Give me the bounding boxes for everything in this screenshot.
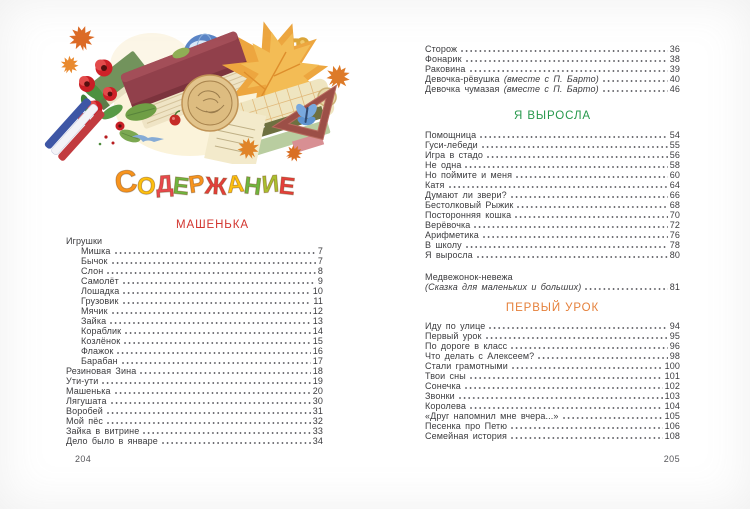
- toc-entry-page: 55: [669, 140, 680, 150]
- toc-entry: [66, 296, 323, 306]
- toc-entry-title: Лягушата: [66, 396, 107, 406]
- toc-entry: [425, 220, 680, 230]
- toc-entry: [66, 336, 323, 346]
- toc-entry: [425, 381, 680, 391]
- dot-leader: [117, 352, 310, 354]
- toc-entry-page: 66: [669, 190, 680, 200]
- toc-entry-title: Стали грамотными: [425, 361, 508, 371]
- section-header-mashenka: МАШЕНЬКА: [176, 219, 249, 231]
- toc-entry: [425, 170, 680, 180]
- toc-entry-title: Иду по улице: [425, 321, 486, 331]
- dot-leader: [603, 80, 668, 82]
- toc-entry-page: 76: [669, 230, 680, 240]
- toc-entry-title: Кораблик: [81, 326, 122, 336]
- dot-leader: [563, 417, 663, 419]
- title-letter: Д: [155, 170, 175, 199]
- dot-leader: [465, 387, 663, 389]
- toc-entry: [425, 130, 680, 140]
- toc-entry-title: «Друг напомнил мне вчера...»: [425, 411, 559, 421]
- toc-entry-page: 8: [317, 266, 323, 276]
- toc-entry: [66, 316, 323, 326]
- toc-entry-title: Девочка-рёвушка: [425, 74, 500, 84]
- toc-entry-page: 96: [669, 341, 680, 351]
- toc-entry: [66, 396, 323, 406]
- toc-entry: [425, 361, 680, 371]
- toc-entry: [66, 326, 323, 336]
- toc-entry-page: 30: [312, 396, 323, 406]
- toc-entry-page: 64: [669, 180, 680, 190]
- dot-leader: [487, 156, 668, 158]
- dot-leader: [511, 437, 663, 439]
- dot-leader: [470, 407, 663, 409]
- dot-leader: [465, 166, 667, 168]
- toc-entry-page: 72: [669, 220, 680, 230]
- dot-leader: [107, 422, 311, 424]
- toc-entry-page: 9: [317, 276, 323, 286]
- toc-entry-title: Верёвочка: [425, 220, 471, 230]
- toc-entry: [425, 240, 680, 250]
- toc-entry: [425, 160, 680, 170]
- toc-entry-page: 104: [664, 401, 680, 411]
- toc-entry: [66, 306, 323, 316]
- title-letter: И: [260, 170, 280, 199]
- toc-entry-page: 7: [317, 246, 323, 256]
- dot-leader: [470, 70, 668, 72]
- title-letter: Е: [171, 172, 191, 201]
- toc-entry-title: Бычок: [81, 256, 108, 266]
- dot-leader: [461, 50, 668, 52]
- toc-entry-title: Самолёт: [81, 276, 119, 286]
- dot-leader: [511, 427, 662, 429]
- dot-leader: [515, 216, 667, 218]
- dot-leader: [466, 246, 668, 248]
- dot-leader: [482, 146, 668, 148]
- toc-entry-title: Я выросла: [425, 250, 473, 260]
- toc-entry-title: Козлёнок: [81, 336, 121, 346]
- toc-entry-page: 17: [312, 356, 323, 366]
- toc-entry: [66, 426, 323, 436]
- toc-group: [425, 130, 680, 260]
- toc-entry: [66, 386, 323, 396]
- toc-entry: [425, 391, 680, 401]
- dot-leader: [112, 312, 311, 314]
- toc-entry-title: Королева: [425, 401, 466, 411]
- toc-entry-page: 60: [669, 170, 680, 180]
- toc-entry-page: 39: [669, 64, 680, 74]
- toc-group: [425, 272, 680, 292]
- toc-entry-title: Семейная история: [425, 431, 508, 441]
- dot-leader: [115, 392, 311, 394]
- dot-leader: [538, 357, 667, 359]
- dot-leader: [585, 288, 667, 290]
- toc-entry-title: Помощница: [425, 130, 477, 140]
- toc-right: [425, 0, 680, 509]
- dot-leader: [110, 322, 311, 324]
- toc-entry-page: 7: [317, 256, 323, 266]
- toc-entry-title: Первый урок: [425, 331, 482, 341]
- dot-leader: [124, 342, 310, 344]
- dot-leader: [483, 236, 668, 238]
- dot-leader: [511, 347, 667, 349]
- dot-leader: [603, 90, 668, 92]
- small-maple-leaf-icon: [66, 23, 98, 54]
- toc-entry-title: Сонечка: [425, 381, 461, 391]
- toc-entry-title: Гуси-лебеди: [425, 140, 478, 150]
- medal-icon: [182, 75, 238, 131]
- toc-left: [66, 236, 323, 446]
- toc-entry-title: Не одна: [425, 160, 462, 170]
- toc-group: [425, 44, 680, 94]
- toc-entry-title: Резиновая Зина: [66, 366, 137, 376]
- toc-entry: [425, 321, 680, 331]
- toc-entry: [425, 371, 680, 381]
- toc-entry-title: Посторонняя кошка: [425, 210, 512, 220]
- dot-leader: [489, 327, 667, 329]
- toc-entry-title: Лошадка: [81, 286, 120, 296]
- toc-entry-title: Медвежонок-невежа: [425, 272, 513, 282]
- dot-leader: [480, 136, 667, 138]
- toc-entry: [425, 431, 680, 441]
- toc-entry: [425, 200, 680, 210]
- toc-entry: [425, 54, 680, 64]
- toc-entry: [425, 230, 680, 240]
- toc-entry-page: 12: [312, 306, 323, 316]
- toc-entry-page: 36: [669, 44, 680, 54]
- toc-entry-page: 33: [312, 426, 323, 436]
- dot-leader: [477, 256, 668, 258]
- ribbon-icon: [44, 97, 106, 162]
- toc-entry-page: 16: [312, 346, 323, 356]
- dot-leader: [107, 272, 316, 274]
- toc-entry-page: 20: [312, 386, 323, 396]
- toc-entry: [425, 190, 680, 200]
- toc-entry-title: Раковина: [425, 64, 466, 74]
- toc-entry: [66, 236, 323, 246]
- dot-leader: [466, 60, 668, 62]
- toc-entry-page: 40: [669, 74, 680, 84]
- toc-entry-page: 68: [669, 200, 680, 210]
- toc-entry-title: Игра в стадо: [425, 150, 483, 160]
- toc-entry: [425, 210, 680, 220]
- dot-leader: [486, 337, 668, 339]
- toc-entry-page: 13: [312, 316, 323, 326]
- toc-entry-page: 56: [669, 150, 680, 160]
- dot-leader: [123, 302, 312, 304]
- left-folio: 204: [75, 454, 92, 464]
- toc-entry: [425, 250, 680, 260]
- toc-entry-title: Арифметика: [425, 230, 479, 240]
- toc-entry: [66, 266, 323, 276]
- toc-entry-title: Что делать с Алексеем?: [425, 351, 535, 361]
- toc-entry: [66, 276, 323, 286]
- toc-entry-title: Бестолковый Рыжик: [425, 200, 514, 210]
- section-header: ПЕРВЫЙ УРОК: [505, 302, 600, 314]
- toc-entry-title: Слон: [81, 266, 104, 276]
- toc-entry-title: Барабан: [81, 356, 118, 366]
- toc-entry: [425, 401, 680, 411]
- toc-group: [425, 321, 680, 441]
- toc-entry-page: 11: [313, 296, 323, 306]
- toc-entry: [425, 351, 680, 361]
- books-and-leaves-artwork: [40, 16, 350, 164]
- dot-leader: [112, 262, 316, 264]
- toc-entry-title: Но поймите и меня: [425, 170, 513, 180]
- dot-leader: [162, 442, 311, 444]
- dot-leader: [115, 252, 316, 254]
- small-maple-leaf-icon: [57, 53, 82, 78]
- toc-entry-title: Песенка про Петю: [425, 421, 508, 431]
- toc-entry: [425, 140, 680, 150]
- title-letter: С: [112, 162, 140, 201]
- toc-entry-title: Твои сны: [425, 371, 466, 381]
- toc-entry-page: 101: [664, 371, 680, 381]
- toc-entry-page: 102: [664, 381, 680, 391]
- toc-entry: [66, 346, 323, 356]
- title-letter: А: [225, 170, 246, 199]
- toc-entry: [66, 436, 323, 446]
- dot-leader: [125, 332, 311, 334]
- title-letter: Е: [277, 172, 297, 201]
- toc-entry-page: 54: [669, 130, 680, 140]
- toc-entry: [425, 282, 680, 292]
- toc-entry-page: 95: [669, 331, 680, 341]
- toc-entry: [66, 416, 323, 426]
- toc-entry-title: Девочка чумазая: [425, 84, 500, 94]
- toc-entry-page: 38: [669, 54, 680, 64]
- dot-leader: [449, 186, 668, 188]
- toc-entry-title: Думают ли звери?: [425, 190, 507, 200]
- toc-entry-title: Мячик: [81, 306, 108, 316]
- toc-entry-title: Звонки: [425, 391, 455, 401]
- toc-entry-title: Мой пёс: [66, 416, 103, 426]
- title-letter: Н: [242, 172, 264, 201]
- title-letter: Р: [187, 170, 207, 199]
- toc-entry-title: Воробей: [66, 406, 103, 416]
- dot-leader: [474, 226, 667, 228]
- dot-leader: [512, 367, 663, 369]
- dot-leader: [459, 397, 663, 399]
- toc-entry: [66, 286, 323, 296]
- toc-entry-page: 70: [669, 210, 680, 220]
- toc-entry-subtitle: (Сказка для маленьких и больших): [425, 282, 582, 292]
- toc-entry-subtitle: (вместе с П. Барто): [499, 74, 599, 84]
- toc-entry-title: Фонарик: [425, 54, 462, 64]
- toc-entry-subtitle: (вместе с П. Барто): [499, 84, 599, 94]
- title-letter: Ж: [204, 172, 228, 201]
- toc-entry-page: 94: [669, 321, 680, 331]
- toc-entry-page: 34: [312, 436, 323, 446]
- toc-entry: [425, 180, 680, 190]
- title-letter: О: [136, 172, 158, 201]
- toc-entry-title: Дело было в январе: [66, 436, 158, 446]
- dot-leader: [123, 282, 316, 284]
- toc-entry: [425, 44, 680, 54]
- toc-entry: [425, 341, 680, 351]
- toc-entry: [66, 256, 323, 266]
- toc-entry: [425, 150, 680, 160]
- toc-entry: [425, 421, 680, 431]
- dot-leader: [111, 402, 311, 404]
- dot-leader: [143, 432, 310, 434]
- toc-entry-title: Зайка в витрине: [66, 426, 140, 436]
- toc-entry-page: 15: [312, 336, 323, 346]
- toc-entry-page: 80: [669, 250, 680, 260]
- toc-entry-page: 78: [669, 240, 680, 250]
- dot-leader: [140, 372, 310, 374]
- toc-entry-page: 106: [664, 421, 680, 431]
- dot-leader: [470, 377, 663, 379]
- dot-leader: [107, 412, 311, 414]
- toc-entry: [66, 376, 323, 386]
- page-title: [55, 162, 355, 202]
- toc-entry-page: 108: [664, 431, 680, 441]
- toc-entry-title: Грузовик: [81, 296, 119, 306]
- toc-entry-title: В школу: [425, 240, 462, 250]
- toc-entry-title: Мишка: [81, 246, 111, 256]
- toc-entry-page: 14: [312, 326, 323, 336]
- dot-leader: [511, 196, 668, 198]
- toc-entry: [425, 272, 680, 282]
- contents-illustration: [40, 16, 350, 164]
- toc-entry-page: 98: [669, 351, 680, 361]
- toc-entry-page: 19: [312, 376, 323, 386]
- toc-entry: [425, 331, 680, 341]
- toc-entry: [66, 246, 323, 256]
- toc-entry-page: 58: [669, 160, 680, 170]
- toc-entry-title: Ути-ути: [66, 376, 99, 386]
- toc-entry: [66, 356, 323, 366]
- toc-entry-page: 32: [312, 416, 323, 426]
- right-folio: 205: [663, 454, 680, 464]
- toc-entry: [425, 411, 680, 421]
- toc-entry-page: 81: [669, 282, 680, 292]
- toc-entry-title: Катя: [425, 180, 445, 190]
- dot-leader: [123, 292, 310, 294]
- dot-leader: [102, 382, 310, 384]
- toc-entry-page: 10: [312, 286, 323, 296]
- toc-entry-page: 105: [664, 411, 680, 421]
- toc-entry: [66, 406, 323, 416]
- toc-entry-page: 18: [312, 366, 323, 376]
- toc-entry-title: По дороге в класс: [425, 341, 508, 351]
- toc-entry-page: 100: [664, 361, 680, 371]
- toc-entry-page: 103: [664, 391, 680, 401]
- dot-leader: [122, 362, 311, 364]
- dot-leader: [516, 176, 668, 178]
- toc-entry-title: Флажок: [81, 346, 114, 356]
- toc-entry: [425, 84, 680, 94]
- toc-entry: [66, 366, 323, 376]
- toc-entry-page: 31: [312, 406, 323, 416]
- section-header: Я ВЫРОСЛА: [514, 110, 591, 122]
- toc-entry-title: Зайка: [81, 316, 107, 326]
- toc-entry-title: Машенька: [66, 386, 111, 396]
- toc-entry-page: 46: [669, 84, 680, 94]
- dot-leader: [517, 206, 667, 208]
- toc-entry-title: Игрушки: [66, 236, 103, 246]
- toc-entry: [425, 74, 680, 84]
- toc-entry: [425, 64, 680, 74]
- toc-entry-title: Сторож: [425, 44, 458, 54]
